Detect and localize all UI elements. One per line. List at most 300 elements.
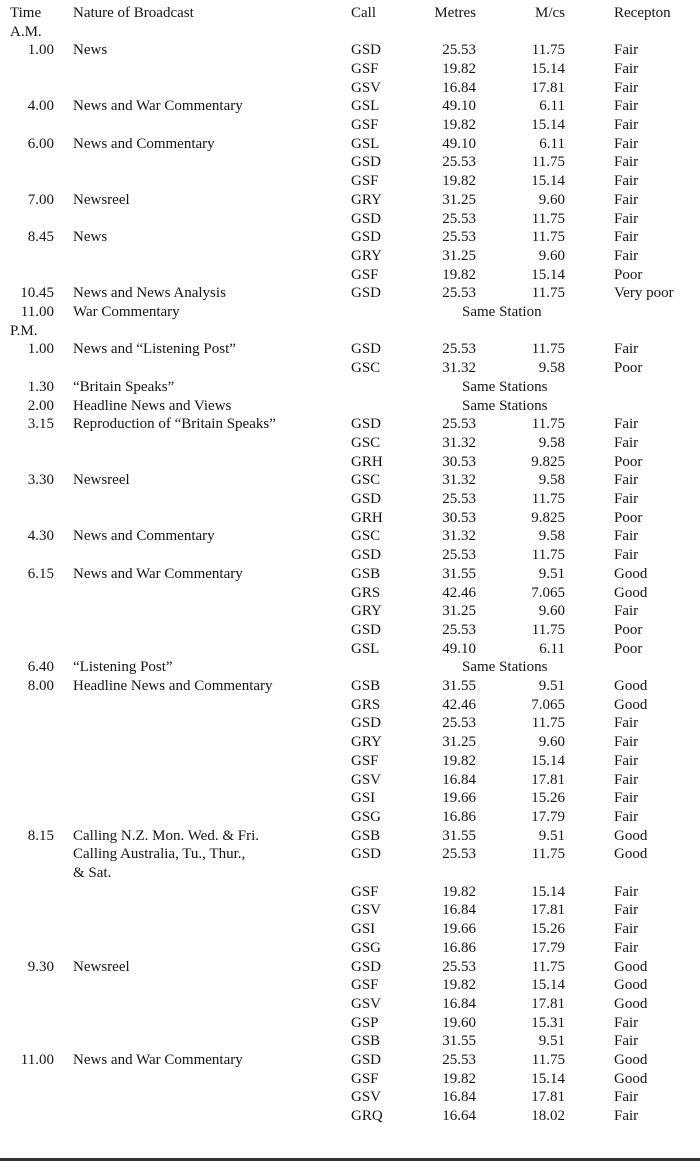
- row-metres: 31.32: [442, 472, 476, 489]
- table-row: [0, 640, 700, 659]
- row-call-sign: GSP: [351, 1014, 379, 1031]
- row-programme: News: [73, 229, 108, 246]
- row-programme: News and Commentary: [73, 135, 215, 152]
- row-call-sign: GSD: [351, 154, 382, 171]
- row-call-sign: GSF: [351, 977, 379, 994]
- table-row: [0, 153, 700, 172]
- table-row: [0, 228, 700, 247]
- table-row: [0, 920, 700, 939]
- row-programme: News and War Commentary: [73, 98, 243, 115]
- row-mcs: 11.75: [531, 846, 565, 863]
- row-call-sign: GSV: [351, 79, 382, 96]
- table-row: [0, 60, 700, 79]
- table-row: [0, 172, 700, 191]
- row-mcs: 7.065: [531, 696, 565, 713]
- row-mcs: 6.11: [539, 135, 565, 152]
- row-call-sign: GRH: [351, 509, 383, 526]
- row-mcs: 15.14: [531, 883, 565, 900]
- row-call-sign: GSD: [351, 285, 382, 302]
- table-row: [0, 1107, 700, 1126]
- row-call-sign: GSV: [351, 1089, 382, 1106]
- row-mcs: 11.75: [531, 229, 565, 246]
- row-metres: 25.53: [442, 491, 476, 507]
- row-mcs: 11.75: [531, 42, 565, 59]
- row-metres: 19.82: [442, 883, 476, 900]
- row-mcs: 15.14: [531, 1070, 565, 1087]
- row-metres: 31.55: [442, 678, 476, 694]
- table-row: [0, 827, 700, 846]
- table-row: [0, 116, 700, 135]
- row-reception: Poor: [614, 621, 643, 638]
- row-reception: Fair: [614, 60, 639, 77]
- row-reception: Fair: [614, 921, 639, 938]
- row-call-sign: GSF: [351, 60, 379, 77]
- row-call-sign: GRS: [351, 584, 381, 601]
- row-call-sign: GSD: [351, 621, 382, 638]
- row-mcs: 15.14: [531, 752, 565, 769]
- row-time: A.M.: [10, 23, 42, 40]
- row-reception: Good: [614, 958, 648, 975]
- bottom-rule: [0, 1158, 700, 1161]
- row-metres: 19.66: [442, 921, 476, 938]
- row-metres: 25.53: [442, 621, 476, 638]
- row-metres: 30.53: [442, 509, 476, 526]
- row-reception: Poor: [614, 360, 643, 377]
- row-call-sign: GSC: [351, 434, 381, 451]
- row-time: 9.30: [27, 958, 54, 975]
- row-metres: 31.55: [442, 565, 476, 582]
- row-metres: 19.82: [442, 1070, 476, 1087]
- row-reception: Fair: [614, 752, 639, 769]
- row-reception: Fair: [614, 1014, 639, 1031]
- row-programme: Newsreel: [73, 958, 130, 975]
- table-row: [0, 1070, 700, 1089]
- table-row: [0, 733, 700, 752]
- row-mcs: 15.26: [531, 921, 565, 938]
- row-reception: Fair: [614, 210, 639, 227]
- row-mcs: 7.065: [531, 584, 565, 601]
- table-row: [0, 471, 700, 490]
- row-metres: 25.53: [442, 341, 476, 358]
- row-time: 1.00: [27, 341, 54, 358]
- row-mcs: 9.58: [538, 434, 565, 451]
- row-metres: 19.60: [442, 1014, 476, 1031]
- row-same-station-note: Same Stations: [462, 659, 548, 676]
- table-row: [0, 696, 700, 715]
- row-call-sign: GSV: [351, 902, 382, 919]
- table-row: [0, 303, 700, 322]
- row-metres: 16.84: [442, 995, 476, 1012]
- row-reception: Poor: [614, 509, 643, 526]
- row-mcs: 17.81: [531, 902, 565, 919]
- row-metres: 19.82: [442, 977, 476, 994]
- row-mcs: 15.14: [531, 266, 565, 283]
- row-programme: News and News Analysis: [73, 285, 226, 302]
- row-time: 1.30: [27, 378, 54, 395]
- row-time: 3.15: [27, 416, 54, 433]
- row-reception: Fair: [614, 734, 639, 751]
- row-time: 4.30: [27, 528, 54, 545]
- row-metres: 25.53: [442, 846, 476, 863]
- row-call-sign: GSD: [351, 491, 382, 507]
- row-reception: Fair: [614, 472, 639, 489]
- row-reception: Good: [614, 584, 648, 601]
- row-metres: 16.86: [442, 808, 476, 825]
- row-mcs: 9.825: [531, 509, 565, 526]
- row-mcs: 17.81: [531, 1089, 565, 1106]
- row-metres: 25.53: [442, 210, 476, 227]
- row-metres: 31.32: [442, 434, 476, 451]
- row-same-station-note: Same Stations: [462, 397, 548, 414]
- row-reception: Fair: [614, 603, 639, 620]
- row-reception: Fair: [614, 1108, 639, 1125]
- row-reception: Fair: [614, 229, 639, 246]
- row-reception: Poor: [614, 640, 643, 657]
- table-row: [0, 340, 700, 359]
- row-metres: 16.86: [442, 939, 476, 956]
- row-metres: 19.82: [442, 752, 476, 769]
- table-row: [0, 976, 700, 995]
- row-call-sign: GSD: [351, 958, 382, 975]
- header-programme: Nature of Broadcast: [73, 5, 194, 21]
- row-reception: Fair: [614, 247, 639, 264]
- row-reception: Good: [614, 846, 648, 863]
- table-row: [0, 958, 700, 977]
- table-row: [0, 621, 700, 640]
- row-reception: Good: [614, 827, 648, 844]
- row-time: 3.30: [27, 472, 54, 489]
- row-call-sign: GSD: [351, 846, 382, 863]
- table-row: [0, 1051, 700, 1070]
- row-call-sign: GSI: [351, 921, 376, 938]
- row-metres: 19.82: [442, 173, 476, 190]
- row-call-sign: GSI: [351, 790, 376, 807]
- table-row: [0, 658, 700, 677]
- row-call-sign: GRQ: [351, 1108, 383, 1125]
- row-mcs: 6.11: [539, 640, 565, 657]
- row-mcs: 15.31: [531, 1014, 565, 1031]
- table-row: [0, 714, 700, 733]
- row-time: 7.00: [27, 191, 54, 208]
- row-reception: Fair: [614, 173, 639, 190]
- row-call-sign: GSD: [351, 42, 382, 59]
- row-call-sign: GSF: [351, 1070, 379, 1087]
- table-row: [0, 415, 700, 434]
- row-call-sign: GSL: [351, 135, 380, 152]
- table-row: [0, 97, 700, 116]
- row-mcs: 17.81: [531, 79, 565, 96]
- row-time: 2.00: [27, 397, 54, 414]
- row-reception: Fair: [614, 191, 639, 208]
- row-reception: Good: [614, 977, 648, 994]
- table-row: [0, 191, 700, 210]
- table-row: [0, 1032, 700, 1051]
- row-metres: 31.25: [442, 191, 476, 208]
- row-reception: Fair: [614, 117, 639, 133]
- row-call-sign: GSG: [351, 808, 382, 825]
- row-metres: 25.53: [442, 958, 476, 975]
- row-time: 11.00: [20, 304, 54, 320]
- row-reception: Good: [614, 995, 648, 1012]
- row-call-sign: GSB: [351, 1033, 381, 1050]
- row-metres: 42.46: [442, 696, 476, 713]
- table-row: [0, 808, 700, 827]
- row-call-sign: GSL: [351, 640, 380, 657]
- row-call-sign: GSF: [351, 266, 379, 283]
- row-same-station-note: Same Stations: [462, 378, 548, 395]
- table-row: [0, 546, 700, 565]
- row-reception: Fair: [614, 883, 639, 900]
- table-row: [0, 266, 700, 285]
- row-programme: Headline News and Commentary: [73, 678, 273, 694]
- row-call-sign: GSD: [351, 547, 382, 564]
- table-row: [0, 752, 700, 771]
- table-row: [0, 789, 700, 808]
- table-row: [0, 23, 700, 42]
- row-call-sign: GSB: [351, 565, 381, 582]
- row-reception: Fair: [614, 528, 639, 545]
- row-programme: & Sat.: [73, 865, 112, 881]
- row-metres: 49.10: [442, 98, 476, 115]
- row-metres: 31.32: [442, 360, 476, 377]
- table-row: [0, 434, 700, 453]
- row-mcs: 17.79: [531, 808, 565, 825]
- row-programme: News: [73, 42, 108, 59]
- row-reception: Fair: [614, 416, 639, 433]
- row-metres: 19.82: [442, 117, 476, 133]
- table-row: [0, 864, 700, 883]
- table-row: [0, 845, 700, 864]
- row-programme: News and War Commentary: [73, 1052, 243, 1068]
- row-same-station-note: Same Station: [462, 304, 542, 320]
- row-reception: Fair: [614, 902, 639, 919]
- table-row: [0, 995, 700, 1014]
- row-programme: Reproduction of “Britain Speaks”: [73, 416, 276, 433]
- header-metres: Metres: [434, 5, 476, 21]
- row-metres: 31.25: [442, 603, 476, 620]
- row-reception: Fair: [614, 79, 639, 96]
- row-metres: 16.84: [442, 1089, 476, 1106]
- row-mcs: 9.60: [538, 191, 565, 208]
- table-row: [0, 210, 700, 229]
- row-call-sign: GRY: [351, 191, 382, 208]
- row-reception: Good: [614, 1052, 648, 1068]
- row-reception: Fair: [614, 341, 639, 358]
- row-programme: News and War Commentary: [73, 565, 243, 582]
- row-call-sign: GSD: [351, 715, 382, 732]
- table-row: [0, 41, 700, 60]
- row-metres: 16.84: [442, 902, 476, 919]
- row-call-sign: GRY: [351, 247, 382, 264]
- table-row: [0, 397, 700, 416]
- row-reception: Fair: [614, 135, 639, 152]
- row-mcs: 15.26: [531, 790, 565, 807]
- row-metres: 30.53: [442, 453, 476, 470]
- row-metres: 25.53: [442, 715, 476, 732]
- row-metres: 19.66: [442, 790, 476, 807]
- table-row: [0, 602, 700, 621]
- row-mcs: 9.58: [538, 360, 565, 377]
- row-metres: 31.55: [442, 827, 476, 844]
- table-row: [0, 883, 700, 902]
- row-call-sign: GSL: [351, 98, 380, 115]
- row-programme: War Commentary: [73, 304, 180, 320]
- table-row: [0, 677, 700, 696]
- row-time: 4.00: [27, 98, 54, 115]
- table-row: [0, 490, 700, 509]
- row-reception: Very poor: [614, 285, 674, 302]
- row-mcs: 15.14: [531, 977, 565, 994]
- row-mcs: 9.51: [538, 565, 565, 582]
- row-metres: 31.25: [442, 247, 476, 264]
- row-time: 8.15: [27, 827, 54, 844]
- row-mcs: 17.81: [531, 995, 565, 1012]
- row-metres: 19.82: [442, 60, 476, 77]
- row-metres: 42.46: [442, 584, 476, 601]
- row-metres: 16.64: [442, 1108, 476, 1125]
- row-mcs: 18.02: [531, 1108, 565, 1125]
- row-time: 10.45: [20, 285, 54, 302]
- header-mcs: M/cs: [535, 5, 565, 21]
- row-reception: Fair: [614, 1033, 639, 1050]
- row-reception: Fair: [614, 1089, 639, 1106]
- row-call-sign: GSG: [351, 939, 382, 956]
- row-call-sign: GRH: [351, 453, 383, 470]
- row-call-sign: GSV: [351, 771, 382, 788]
- row-mcs: 9.60: [538, 734, 565, 751]
- table-row: [0, 584, 700, 603]
- row-programme: “Britain Speaks”: [73, 378, 175, 395]
- row-time: 8.45: [27, 229, 54, 246]
- table-row: [0, 135, 700, 154]
- row-programme: Calling Australia, Tu., Thur.,: [73, 846, 246, 863]
- table-row: [0, 901, 700, 920]
- row-metres: 25.53: [442, 229, 476, 246]
- row-mcs: 6.11: [539, 98, 565, 115]
- row-call-sign: GSD: [351, 210, 382, 227]
- table-row: [0, 322, 700, 341]
- row-programme: Headline News and Views: [73, 397, 232, 414]
- table-row: [0, 1088, 700, 1107]
- row-metres: 31.32: [442, 528, 476, 545]
- row-mcs: 11.75: [531, 210, 565, 227]
- table-row: [0, 79, 700, 98]
- row-programme: Newsreel: [73, 191, 130, 208]
- table-row: [0, 247, 700, 266]
- row-call-sign: GRY: [351, 603, 382, 620]
- row-time: 6.40: [27, 659, 54, 676]
- row-reception: Poor: [614, 453, 643, 470]
- row-call-sign: GSF: [351, 752, 379, 769]
- row-call-sign: GSF: [351, 173, 379, 190]
- header-reception: Recepton: [614, 5, 671, 21]
- row-metres: 31.55: [442, 1033, 476, 1050]
- row-reception: Fair: [614, 715, 639, 732]
- row-reception: Fair: [614, 491, 639, 507]
- row-reception: Poor: [614, 266, 643, 283]
- row-call-sign: GSD: [351, 341, 382, 358]
- row-call-sign: GSD: [351, 416, 382, 433]
- row-time: 1.00: [27, 42, 54, 59]
- row-reception: Fair: [614, 790, 639, 807]
- row-metres: 25.53: [442, 154, 476, 171]
- row-call-sign: GSF: [351, 883, 379, 900]
- row-mcs: 11.75: [531, 715, 565, 732]
- row-reception: Fair: [614, 547, 639, 564]
- row-programme: “Listening Post”: [73, 659, 173, 676]
- row-time: 11.00: [20, 1052, 54, 1068]
- table-row: [0, 527, 700, 546]
- row-mcs: 11.75: [531, 341, 565, 358]
- row-reception: Fair: [614, 771, 639, 788]
- row-mcs: 15.14: [531, 117, 565, 133]
- row-metres: 25.53: [442, 42, 476, 59]
- row-mcs: 11.75: [531, 416, 565, 433]
- row-programme: Calling N.Z. Mon. Wed. & Fri.: [73, 827, 260, 844]
- row-reception: Fair: [614, 154, 639, 171]
- row-metres: 49.10: [442, 135, 476, 152]
- row-call-sign: GSD: [351, 229, 382, 246]
- row-metres: 25.53: [442, 1052, 476, 1068]
- header-time: Time: [10, 5, 42, 21]
- row-mcs: 15.14: [531, 173, 565, 190]
- row-mcs: 11.75: [531, 154, 565, 171]
- table-row: [0, 771, 700, 790]
- row-reception: Fair: [614, 434, 639, 451]
- row-mcs: 9.51: [538, 678, 565, 694]
- table-row: [0, 453, 700, 472]
- row-programme: News and Commentary: [73, 528, 215, 545]
- table-row: [0, 509, 700, 528]
- table-header: [0, 4, 700, 23]
- row-mcs: 9.825: [531, 453, 565, 470]
- row-mcs: 11.75: [531, 958, 565, 975]
- row-time: 8.00: [27, 678, 54, 694]
- row-call-sign: GRY: [351, 734, 382, 751]
- row-metres: 31.25: [442, 734, 476, 751]
- header-call: Call: [351, 5, 376, 21]
- row-metres: 25.53: [442, 547, 476, 564]
- table-row: [0, 1014, 700, 1033]
- row-metres: 49.10: [442, 640, 476, 657]
- row-programme: Newsreel: [73, 472, 130, 489]
- row-metres: 25.53: [442, 416, 476, 433]
- row-mcs: 9.51: [538, 827, 565, 844]
- row-time: 6.00: [27, 135, 54, 152]
- row-mcs: 11.75: [531, 491, 565, 507]
- row-metres: 19.82: [442, 266, 476, 283]
- row-mcs: 17.81: [531, 771, 565, 788]
- row-time: 6.15: [27, 565, 54, 582]
- row-reception: Fair: [614, 939, 639, 956]
- row-reception: Fair: [614, 42, 639, 59]
- row-mcs: 11.75: [531, 547, 565, 564]
- row-mcs: 15.14: [531, 60, 565, 77]
- row-reception: Good: [614, 696, 648, 713]
- row-metres: 16.84: [442, 79, 476, 96]
- row-mcs: 11.75: [531, 1052, 565, 1068]
- row-reception: Fair: [614, 98, 639, 115]
- row-call-sign: GSC: [351, 472, 381, 489]
- row-mcs: 11.75: [531, 285, 565, 302]
- row-reception: Fair: [614, 808, 639, 825]
- row-reception: Good: [614, 565, 648, 582]
- row-mcs: 9.58: [538, 472, 565, 489]
- row-call-sign: GSB: [351, 827, 381, 844]
- row-call-sign: GSV: [351, 995, 382, 1012]
- row-reception: Good: [614, 678, 648, 694]
- row-metres: 16.84: [442, 771, 476, 788]
